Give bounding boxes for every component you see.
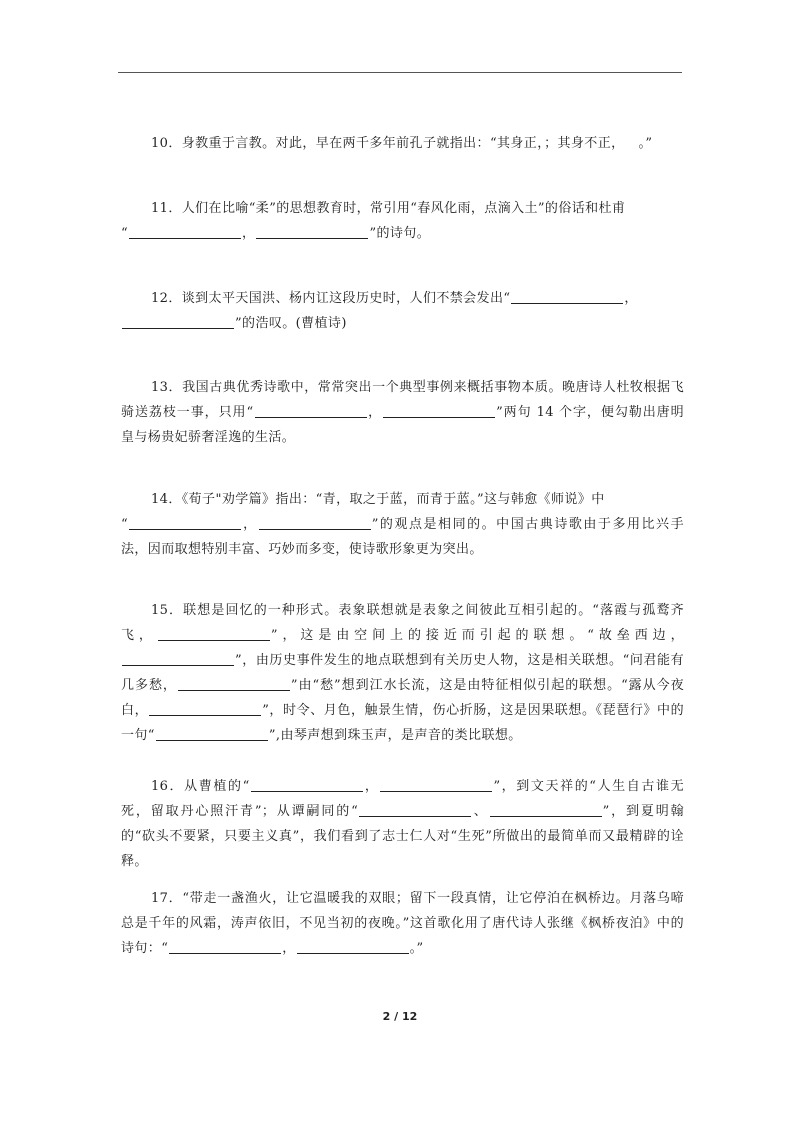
header-rule <box>118 72 682 73</box>
answer-blank[interactable] <box>122 315 234 329</box>
answer-blank[interactable] <box>490 803 602 817</box>
answer-blank[interactable] <box>169 940 281 954</box>
question-number: 10． <box>151 136 182 151</box>
question-16: 16．从曹植的“ ， ”，到文天祥的“人生自古谁无死，留取丹心照汗青”；从谭嗣同的“ 、 ”，到夏明翰的“砍头不要紧，只要主义真”，我们看到了志士仁人对“生死”所做出的最简单而又最精辟的诠释。 <box>121 779 685 869</box>
question-number: 15． <box>151 603 184 618</box>
answer-blank[interactable] <box>255 404 367 418</box>
question-10: 10．身教重于言教。对此，早在两千多年前孔子就指出：“其身正，；其身不正， 。” <box>151 136 653 151</box>
answer-blank[interactable] <box>297 940 409 954</box>
question-14: 14．《荀子"劝学篇》指出：“青，取之于蓝，而青于蓝。”这与韩愈《师说》中 “ ， ”的观点是相同的。中国古典诗歌由于多用比兴手法，因而取想特别丰富、巧妙而多变，使诗歌形象更为突出。 <box>121 492 684 557</box>
answer-blank[interactable] <box>380 778 492 792</box>
page-number: 2 / 12 <box>382 1010 418 1023</box>
answer-blank[interactable] <box>359 803 471 817</box>
answer-blank[interactable] <box>129 225 241 239</box>
answer-blank[interactable] <box>122 652 234 666</box>
answer-blank[interactable] <box>511 290 623 304</box>
answer-blank[interactable] <box>178 677 290 691</box>
question-15: 15．联想是回忆的一种形式。表象联想就是表象之间彼此互相引起的。“落霞与孤鹜齐飞， ”，这是由空间上的接近而引起的联想。“故垒西边，”，由历史事件发生的地点联想到有关历史人物，这是相关联想。“问君能有几多愁， ”由“愁”想到江水长流，这是由特征相似引起的联想。“露从今夜白， ”，时令、月色，触景生情，伤心折肠，这是因果联想。《琵琶行》中的一句“ ”,由琴声想到珠玉声，是声音的类比联想。 <box>121 603 685 743</box>
answer-blank[interactable] <box>149 702 261 716</box>
question-number: 13． <box>151 380 183 395</box>
answer-blank[interactable] <box>259 516 371 530</box>
question-number: 14． <box>151 492 182 507</box>
answer-blank[interactable] <box>251 778 363 792</box>
question-number: 17． <box>151 891 183 906</box>
answer-blank[interactable] <box>129 516 241 530</box>
question-13: 13．我国古典优秀诗歌中，常常突出一个典型事例来概括事物本质。晚唐诗人杜牧根据飞骑送荔枝一事，只用“ ， ”两句 14 个字，便勾勒出唐明皇与杨贵妃骄奢淫逸的生活。 <box>121 380 684 445</box>
question-number: 11． <box>151 201 182 216</box>
answer-blank[interactable] <box>383 404 495 418</box>
question-number: 12． <box>151 291 182 306</box>
question-number: 16． <box>151 779 185 794</box>
question-17: 17．“带走一盏渔火，让它温暖我的双眼；留下一段真情，让它停泊在枫桥边。月落乌啼总是千年的风霜，涛声依旧，不见当初的夜晚。”这首歌化用了唐代诗人张继《枫桥夜泊》中的诗句：“ ， 。” <box>121 891 684 956</box>
answer-blank[interactable] <box>158 627 270 641</box>
question-11: 11．人们在比喻“柔”的思想教育时，常引用“春风化雨，点滴入土”的俗话和杜甫 “ ， ”的诗句。 <box>121 201 626 241</box>
question-12: 12．谈到太平天国洪、杨内讧这段历史时，人们不禁会发出“ ， ”的浩叹。(曹植诗) <box>121 286 684 336</box>
answer-blank[interactable] <box>156 727 268 741</box>
answer-blank[interactable] <box>256 225 368 239</box>
